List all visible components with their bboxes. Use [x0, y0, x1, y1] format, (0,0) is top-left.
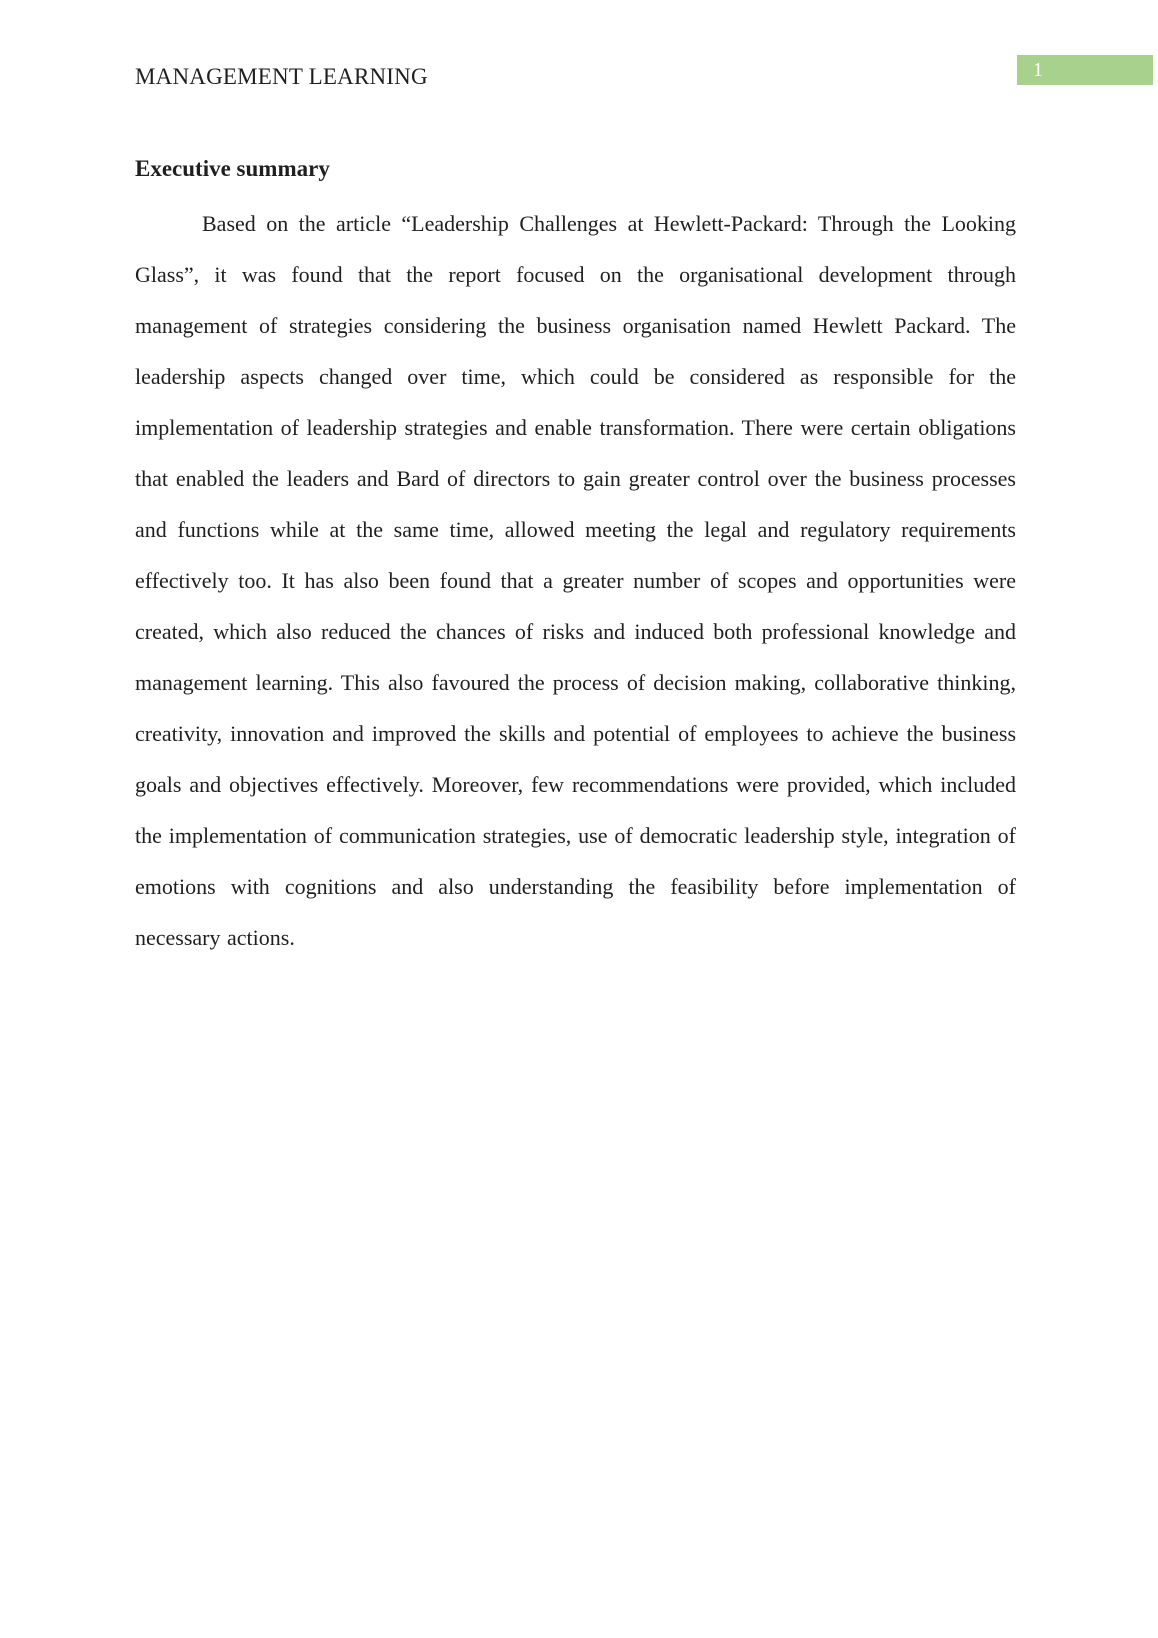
section-heading: Executive summary — [135, 156, 330, 181]
page-number: 1 — [1033, 59, 1043, 81]
running-head: MANAGEMENT LEARNING — [135, 64, 428, 89]
body-paragraph: Based on the article “Leadership Challenges at Hewlett-Packard: Through the Looking Glass”, it was found that the report focused on the organisational development through management of strategies considering the business organisation named Hewlett Packard. The leadership aspects changed over time, which could be considered as responsible for the implementation of leadership strategies and enable transformation. There were certain obligations that enabled the leaders and Bard of directors to gain greater control over the business processes and functions while at the same time, allowed meeting the legal and regulatory requirements effectively too. It has also been found that a greater number of scopes and opportunities were created, which also reduced the chances of risks and induced both professional knowledge and management learning. This also favoured the process of decision making, collaborative thinking, creativity, innovation and improved the skills and potential of employees to achieve the business goals and objectives effectively. Moreover, few recommendations were provided, which included the implementation of communication strategies, use of democratic leadership style, integration of emotions with cognitions and also understanding the feasibility before implementation of necessary actions. — [135, 211, 1016, 950]
page-number-badge — [1017, 55, 1153, 85]
